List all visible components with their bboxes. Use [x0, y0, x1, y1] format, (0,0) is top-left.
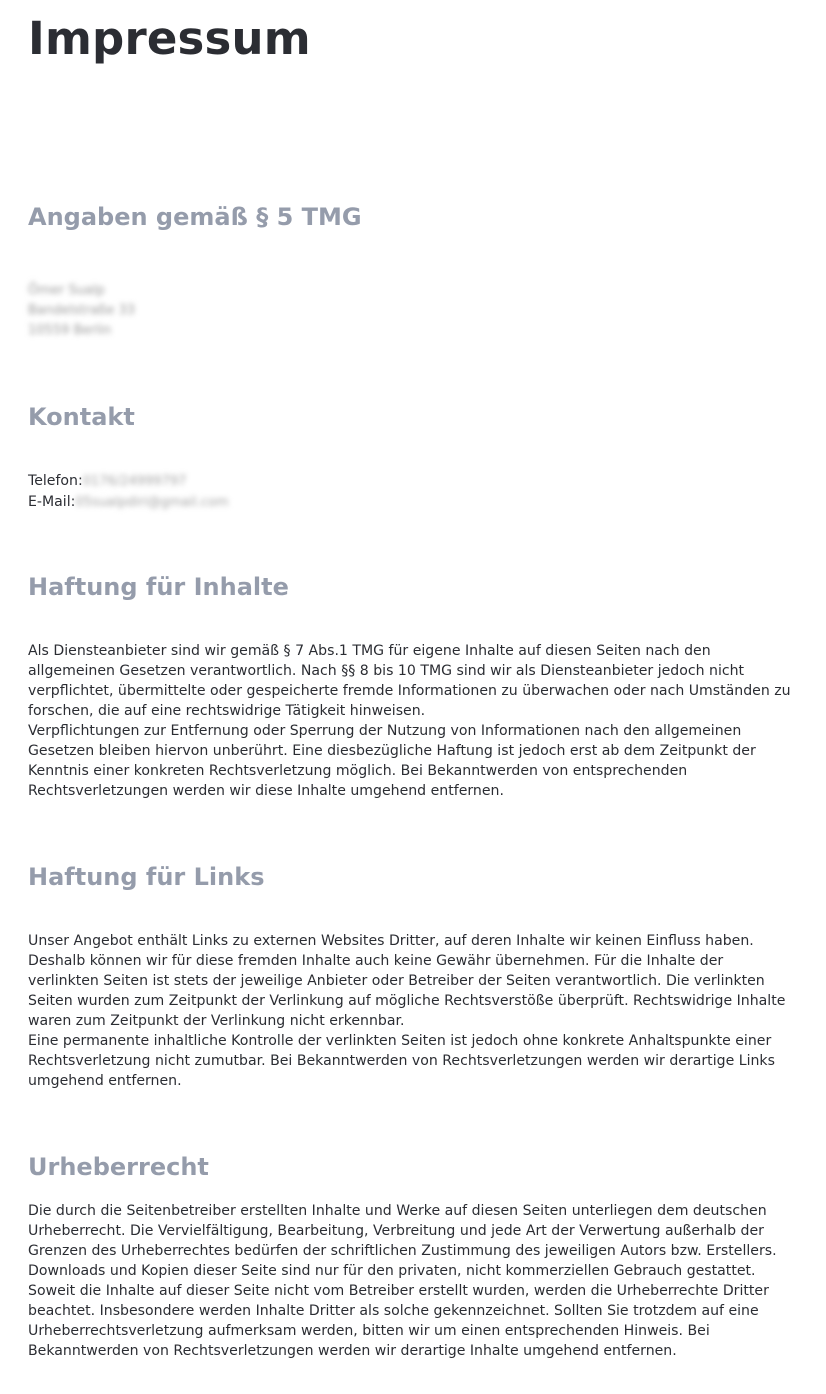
- section-heading-kontakt: Kontakt: [28, 403, 135, 431]
- phone-row: [28, 471, 229, 492]
- phone-value: 0176/24999797: [82, 474, 187, 489]
- address-block: [28, 281, 135, 341]
- haftung-inhalte-text: [28, 641, 798, 801]
- urheberrecht-paragraph-2: Soweit die Inhalte auf dieser Seite nicht vom Betreiber erstellt wurden, werden die Urheberrechte Dritter beachtet. Insbesondere werden Inhalte Dritter als solche gekennzeichnet. Sollten Sie trotzdem auf eine Urheberrechtsverletzung aufmerksam werden, bitten wir um einen entsprechenden Hinweis. Bei Bekanntwerden von Rechtsverletzungen werden wir derartige Inhalte umgehend entfernen.: [28, 1283, 769, 1359]
- urheberrecht-paragraph-1: Die durch die Seitenbetreiber erstellten Inhalte und Werke auf diesen Seiten unterliegen dem deutschen Urheberrecht. Die Vervielfältigung, Bearbeitung, Verbreitung und jede Art der Verwertung außerhalb der Grenzen des Urheberrechtes bedürfen der schriftlichen Zustimmung des jeweiligen Autors bzw. Erstellers. Downloads und Kopien dieser Seite sind nur für den privaten, nicht kommerziellen Gebrauch gestattet.: [28, 1203, 777, 1279]
- haftung-links-text: [28, 931, 798, 1091]
- section-heading-haftung-inhalte: Haftung für Inhalte: [28, 573, 289, 601]
- page-title: Impressum: [28, 12, 311, 65]
- email-label: E-Mail:: [28, 494, 76, 510]
- address-line-city: 10559 Berlin: [28, 323, 112, 338]
- phone-label: Telefon:: [28, 473, 83, 489]
- haftung-links-paragraph-1: Unser Angebot enthält Links zu externen Websites Dritter, auf deren Inhalte wir keinen Einfluss haben. Deshalb können wir für diese fremden Inhalte auch keine Gewähr übernehmen. Für die Inhalte der verlinkten Seiten ist stets der jeweilige Anbieter oder Betreiber der Seiten verantwortlich. Die verlinkten Seiten wurden zum Zeitpunkt der Verlinkung auf mögliche Rechtsverstöße überprüft. Rechtswidrige Inhalte waren zum Zeitpunkt der Verlinkung nicht erkennbar.: [28, 933, 786, 1029]
- haftung-inhalte-paragraph-2: Verpflichtungen zur Entfernung oder Sperrung der Nutzung von Informationen nach den allgemeinen Gesetzen bleiben hiervon unberührt. Eine diesbezügliche Haftung ist jedoch erst ab dem Zeitpunkt der Kenntnis einer konkreten Rechtsverletzung möglich. Bei Bekanntwerden von entsprechenden Rechtsverletzungen werden wir diese Inhalte umgehend entfernen.: [28, 723, 756, 799]
- haftung-links-paragraph-2: Eine permanente inhaltliche Kontrolle der verlinkten Seiten ist jedoch ohne konkrete Anhaltspunkte einer Rechtsverletzung nicht zumutbar. Bei Bekanntwerden von Rechtsverletzungen werden wir derartige Links umgehend entfernen.: [28, 1033, 775, 1089]
- address-line-street: Bandelstraße 33: [28, 303, 136, 318]
- email-value: 05sualpdiri@gmail.com: [75, 495, 229, 510]
- contact-block: [28, 471, 229, 513]
- email-row: [28, 492, 229, 513]
- section-heading-haftung-links: Haftung für Links: [28, 863, 265, 891]
- address-line-name: Ömer Sualp: [28, 283, 105, 298]
- section-heading-angaben: Angaben gemäß § 5 TMG: [28, 203, 362, 231]
- haftung-inhalte-paragraph-1: Als Diensteanbieter sind wir gemäß § 7 Abs.1 TMG für eigene Inhalte auf diesen Seiten nach den allgemeinen Gesetzen verantwortlich. Nach §§ 8 bis 10 TMG sind wir als Diensteanbieter jedoch nicht verpflichtet, übermittelte oder gespeicherte fremde Informationen zu überwachen oder nach Umständen zu forschen, die auf eine rechtswidrige Tätigkeit hinweisen.: [28, 643, 791, 719]
- section-heading-urheberrecht: Urheberrecht: [28, 1153, 209, 1181]
- urheberrecht-text: [28, 1201, 798, 1361]
